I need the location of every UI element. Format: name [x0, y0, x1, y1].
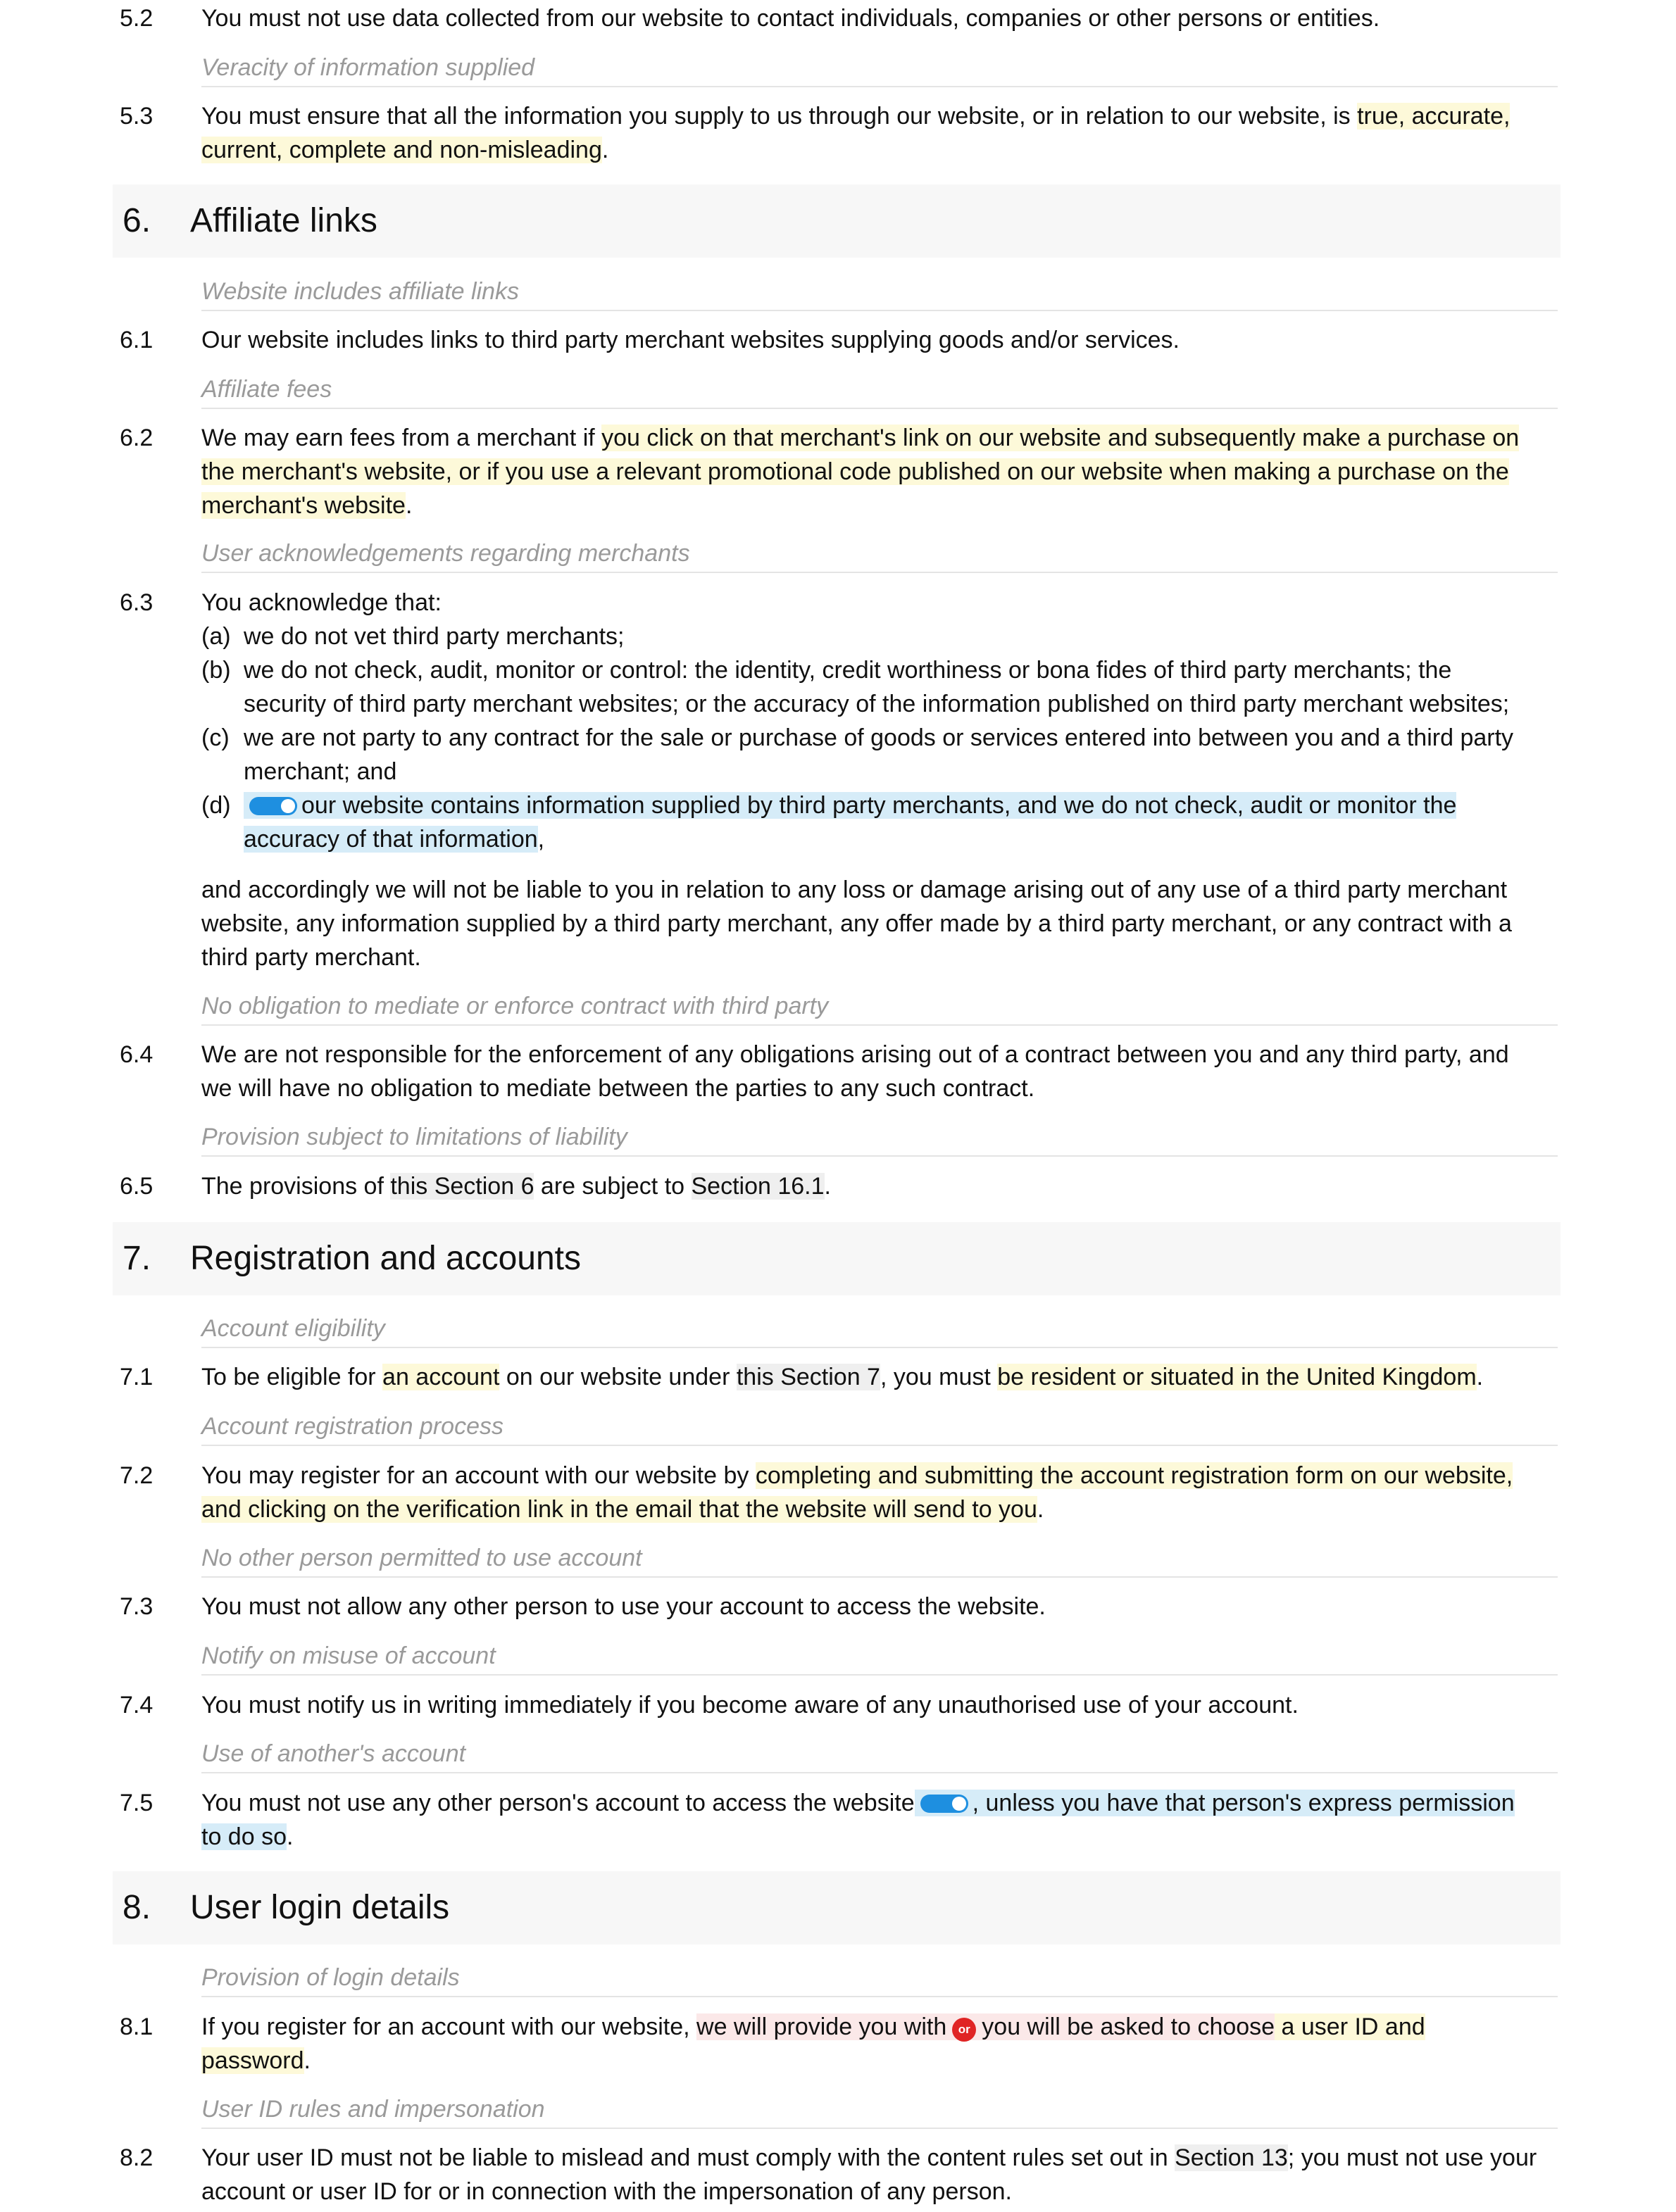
subclause-label: (a): [201, 623, 231, 650]
text-segment: .: [304, 2047, 311, 2074]
text-segment: .: [286, 1823, 294, 1850]
text-segment: ,: [537, 826, 545, 853]
clause-text: You acknowledge that:: [201, 589, 442, 616]
clause-number: 7.1: [120, 1364, 154, 1390]
clause-text: [201, 1360, 1568, 1394]
clause-number: 5.2: [120, 5, 154, 32]
clause-note: User ID rules and impersonation: [201, 2092, 1558, 2129]
variable-text[interactable]: you click on that merchant's link on our website and subsequently make a purchase on: [601, 425, 1520, 451]
clause-text: [201, 99, 1568, 167]
toggle-knob: [281, 799, 295, 813]
variable-text[interactable]: and clicking on the verification link in the email that the website will send to you: [201, 1496, 1037, 1523]
text-segment: , unless you have that person's express permission: [972, 1790, 1515, 1816]
clause-note: No obligation to mediate or enforce contract with third party: [201, 989, 1558, 1026]
toggle-switch-icon[interactable]: [920, 1795, 968, 1813]
toggle-knob: [952, 1797, 966, 1811]
text-segment: third party merchant.: [201, 944, 421, 971]
text-segment: , you must: [880, 1364, 998, 1390]
section-title: Affiliate links: [190, 202, 377, 239]
subclause-text: we are not party to any contract for the sale or purchase of goods or services entered into between you and a third party: [244, 724, 1514, 751]
clause-text: [201, 1459, 1568, 1526]
optional-text[interactable]: accuracy of that information: [244, 826, 538, 853]
text-segment: are subject to: [534, 1173, 692, 1200]
clause-text: Our website includes links to third party merchant websites supplying goods and/or services.: [201, 327, 1180, 353]
clause-note: User acknowledgements regarding merchants: [201, 536, 1558, 573]
clause-text: You must notify us in writing immediately if you become aware of any unauthorised use of your account.: [201, 1692, 1299, 1718]
variable-text[interactable]: a user ID and: [1275, 2013, 1425, 2040]
clause-note: Provision subject to limitations of liability: [201, 1120, 1558, 1157]
clause-text: [201, 1786, 1568, 1854]
section-heading: [113, 1222, 1561, 1295]
text-segment: If you register for an account with our website,: [201, 2013, 697, 2040]
text-segment: our website contains information supplied by third party merchants, and we do not check, audit or monitor the: [301, 792, 1457, 819]
clause-note: Account eligibility: [201, 1312, 1558, 1348]
clause-number: 7.5: [120, 1790, 154, 1816]
text-segment: we will have no obligation to mediate between the parties to any such contract.: [201, 1075, 1035, 1102]
section-heading: [113, 1871, 1561, 1944]
text-segment: To be eligible for: [201, 1364, 383, 1390]
variable-text[interactable]: merchant's website: [201, 492, 406, 519]
clause-note: Notify on misuse of account: [201, 1639, 1558, 1676]
clause-number: 5.3: [120, 103, 154, 130]
text-segment: .: [1037, 1496, 1044, 1523]
subclause-text: we do not vet third party merchants;: [244, 623, 625, 650]
section-title: User login details: [190, 1889, 450, 1926]
text-segment: we will provide you with: [696, 2013, 947, 2040]
text-segment: .: [601, 137, 609, 163]
cross-reference-link[interactable]: this Section 7: [736, 1364, 880, 1390]
clause-continuation: [201, 873, 1568, 974]
optional-text[interactable]: [244, 792, 1456, 819]
clause-number: 6.2: [120, 425, 154, 451]
text-segment: You must ensure that all the information you supply to us through our website, or in relation to our website, is: [201, 103, 1358, 130]
text-segment: We are not responsible for the enforcement of any obligations arising out of a contract between you and any third party, and: [201, 1041, 1509, 1068]
section-number: 7.: [123, 1240, 151, 1277]
subclause-text: we do not check, audit, monitor or control: the identity, credit worthiness or bona fides of third party merchants; the: [244, 657, 1452, 684]
cross-reference-link[interactable]: Section 16.1: [691, 1173, 825, 1200]
clause-text: [201, 2141, 1568, 2208]
variable-text[interactable]: true, accurate,: [1357, 103, 1511, 130]
section-number: 6.: [123, 202, 151, 239]
text-segment: .: [1476, 1364, 1484, 1390]
text-segment: .: [824, 1173, 831, 1200]
clause-number: 7.2: [120, 1462, 154, 1489]
clause-note: Use of another's account: [201, 1737, 1558, 1773]
section-title: Registration and accounts: [190, 1240, 581, 1277]
text-segment: on our website under: [499, 1364, 737, 1390]
optional-text[interactable]: [915, 1790, 1515, 1816]
optional-text[interactable]: to do so: [201, 1823, 287, 1850]
text-segment: and accordingly we will not be liable to you in relation to any loss or damage arising out of any use of a third party merchant: [201, 876, 1508, 903]
text-segment: account or user ID for or in connection with the impersonation of any person.: [201, 2178, 1012, 2205]
clause-text: [201, 1038, 1568, 1105]
text-segment: Your user ID must not be liable to mislead and must comply with the content rules set out in: [201, 2144, 1175, 2171]
clause-note: Account registration process: [201, 1409, 1558, 1446]
clause-number: 8.2: [120, 2144, 154, 2171]
clause-number: 6.3: [120, 589, 154, 616]
clause-note: No other person permitted to use account: [201, 1541, 1558, 1578]
text-segment: The provisions of: [201, 1173, 391, 1200]
variable-text[interactable]: an account: [382, 1364, 500, 1390]
section-number: 8.: [123, 1889, 151, 1926]
subclause-text: security of third party merchant websites; or the accuracy of the information published on third party merchant websites;: [244, 691, 1510, 717]
cross-reference-link[interactable]: this Section 6: [390, 1173, 534, 1200]
clause-note: Provision of login details: [201, 1961, 1558, 1997]
clause-number: 6.1: [120, 327, 154, 353]
variable-text[interactable]: be resident or situated in the United Kingdom: [997, 1364, 1477, 1390]
subclause-label: (b): [201, 657, 231, 684]
cross-reference-link[interactable]: Section 13: [1175, 2144, 1288, 2171]
text-segment: you will be asked to choose: [982, 2013, 1275, 2040]
clause-note: Veracity of information supplied: [201, 51, 1558, 87]
clause-text: You must not allow any other person to use your account to access the website.: [201, 1593, 1046, 1620]
section-heading: [113, 184, 1561, 258]
clause-text: [201, 2010, 1568, 2078]
clause-number: 7.3: [120, 1593, 154, 1620]
subclause-text: merchant; and: [244, 758, 397, 785]
clause-number: 6.4: [120, 1041, 154, 1068]
clause-number: 6.5: [120, 1173, 154, 1200]
text-segment: You may register for an account with our website by: [201, 1462, 756, 1489]
text-segment: website, any information supplied by a third party merchant, any offer made by a third party merchant, or any contract with a: [201, 910, 1512, 937]
clause-number: 7.4: [120, 1692, 154, 1718]
variable-text[interactable]: current, complete and non-misleading: [201, 137, 602, 163]
clause-note: Affiliate fees: [201, 372, 1558, 409]
clause-number: 8.1: [120, 2013, 154, 2040]
clause-text: [201, 421, 1568, 522]
text-segment: We may earn fees from a merchant if: [201, 425, 602, 451]
text-segment: You must not use any other person's account to access the website: [201, 1790, 915, 1816]
text-segment: ; you must not use your: [1287, 2144, 1537, 2171]
variable-text[interactable]: the merchant's website, or if you use a relevant promotional code published on our website when making a purchase on the: [201, 458, 1509, 485]
clause-text: [201, 1169, 1568, 1203]
or-switch-icon[interactable]: or: [952, 2018, 976, 2042]
clause-text: You must not use data collected from our website to contact individuals, companies or other persons or entities.: [201, 5, 1380, 32]
subclause-text: [244, 788, 1456, 856]
variable-text[interactable]: completing and submitting the account registration form on our website,: [755, 1462, 1513, 1489]
subclause-label: (c): [201, 724, 230, 751]
subclause-label: (d): [201, 792, 231, 819]
toggle-switch-icon[interactable]: [249, 797, 297, 815]
alternative-text[interactable]: [696, 2013, 1275, 2040]
variable-text[interactable]: password: [201, 2047, 304, 2074]
text-segment: .: [405, 492, 413, 519]
clause-note: Website includes affiliate links: [201, 275, 1558, 311]
